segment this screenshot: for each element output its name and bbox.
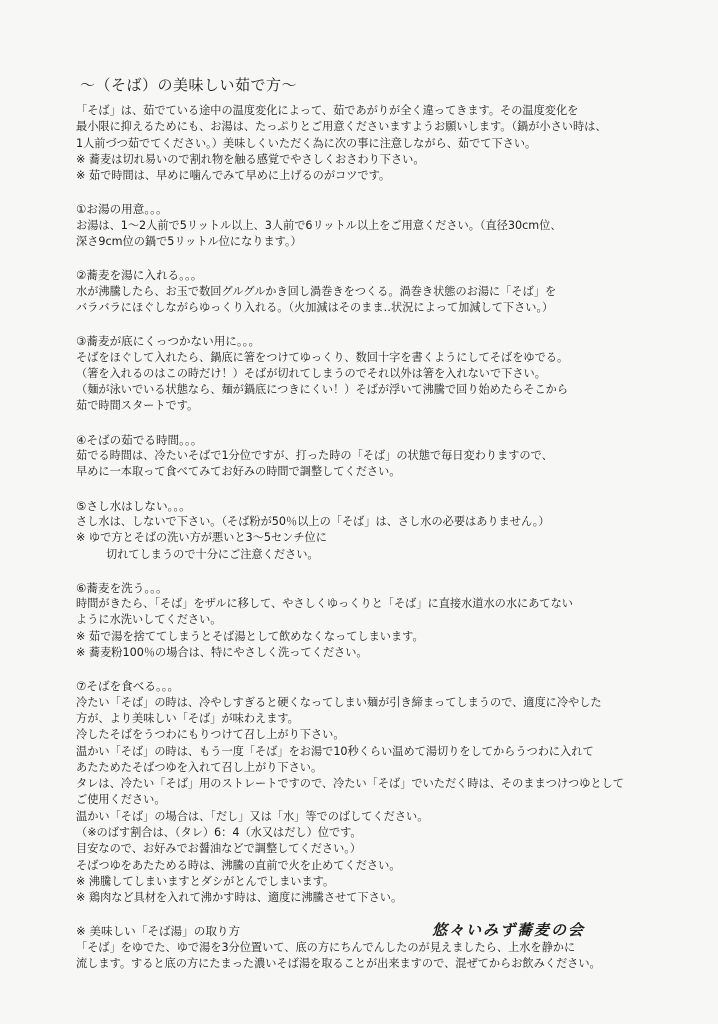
section-heading: ③蕎麦が底にくっつかない用に。。。 xyxy=(76,334,261,349)
section-line: ※ ゆで方とそばの洗い方が悪いと3～5センチ位に xyxy=(76,531,327,545)
section-line: 時間がきたら、「そば」をザルに移して、やさしくゆっくりと「そば」に直接水道水の水にあてない xyxy=(76,597,573,611)
section-line: （※のばす割合は、（タレ）6：4（水又はだし）位です。 xyxy=(76,825,362,839)
section-boil-time xyxy=(76,432,716,481)
section-line: そばつゆをあたためる時は、沸騰の直前で火を止めてください。 xyxy=(76,858,401,872)
intro-paragraph xyxy=(76,103,716,184)
section-line: バラバラにほぐしながらゆっくり入れる。（火加減はそのまま‥状況によって加減して下さい。） xyxy=(76,300,554,314)
section-heading: ②蕎麦を湯に入れる。。。 xyxy=(76,268,203,283)
section-line: （麺が泳いでいる状態なら、麺が鍋底につきにくい！）そばが浮いて沸騰で回り始めたらそこから xyxy=(76,383,569,397)
section-line: 方が、より美味しい「そば」が味わえます。 xyxy=(76,711,299,725)
section-line: お湯は、1～2人前で5リットル以上、3人前で6リットル以上をご用意ください。（直径30cm位、 xyxy=(76,218,562,232)
section-line: あたためたそばつゆを入れて召し上がり下さい。 xyxy=(76,760,323,774)
section-line: ※ 茹で湯を捨ててしまうとそば湯として飲めなくなってしまいます。 xyxy=(76,629,424,643)
section-line: タレは、冷たい「そば」用のストレートですので、冷たい「そば」でいただく時は、そのままつけつゆとして xyxy=(76,777,624,791)
section-add-soba xyxy=(76,267,716,316)
signature: 悠々いみず蕎麦の会 xyxy=(432,921,586,939)
section-heading: ⑦そばを食べる。。。 xyxy=(76,679,180,694)
section-line: 目安なので、お好みでお醤油などで調整してください。） xyxy=(76,842,362,856)
section-soba-yu xyxy=(76,923,716,972)
section-line: ように水洗いしてください。 xyxy=(76,613,222,627)
section-line: （箸を入れるのはこの時だけ！）そばが切れてしまうのでそれ以外は箸を入れないで下さい。 xyxy=(76,366,546,380)
section-line: ※ 蕎麦粉100％の場合は、特にやさしく洗ってください。 xyxy=(76,646,368,660)
intro-note: ※ 蕎麦は切れ易いので割れ物を触る感覚でやさしくおさわり下さい。 xyxy=(76,152,425,166)
intro-note: ※ 茹で時間は、早めに噛んでみて早めに上げるのがコツです。 xyxy=(76,169,391,183)
section-line: ※ 沸騰してしまいますとダシがとんでしまいます。 xyxy=(76,874,335,888)
section-line: ご使用ください。 xyxy=(76,793,166,807)
section-line: 冷たい「そば」の時は、冷やしすぎると硬くなってしまい麺が引き締まってしまうので、適度に冷やした xyxy=(76,695,602,709)
section-line: 「そば」をゆでた、ゆで湯を3分位置いて、底の方にちんでんしたのが見えましたら、上水を静かに xyxy=(76,940,576,954)
section-line: 温かい「そば」の場合は、「だし」又は「水」等でのばしてください。 xyxy=(76,809,429,823)
section-line: さし水は、しないで下さい。（そば粉が50％以上の「そば」は、さし水の必要はありません。） xyxy=(76,514,550,528)
section-line: 温かい「そば」の時は、もう一度「そば」をお湯で10秒くらい温めて湯切りをしてからうつわに入れて xyxy=(76,744,594,758)
section-line: 茹でる時間は、冷たいそばで1分位ですが、打った時の「そば」の状態で毎日変わりますので、 xyxy=(76,449,553,463)
section-hot-water xyxy=(76,201,716,250)
section-line: 水が沸騰したら、お玉で数回グルグルかき回し渦巻きをつくる。渦巻き状態のお湯に「そば」を xyxy=(76,284,557,298)
document-body xyxy=(76,103,716,972)
section-heading: ④そばの茹でる時間。。。 xyxy=(76,432,203,447)
section-heading: ⑥蕎麦を洗う。。。 xyxy=(76,580,168,595)
section-line: 切れてしまうので十分にご注意ください。 xyxy=(106,547,319,561)
page-title: ～（そば）の美味しい茹で方～ xyxy=(80,76,298,94)
section-line: そばをほぐして入れたら、鍋底に箸をつけてゆっくり、数回十字を書くようにしてそばをゆでる。 xyxy=(76,350,569,364)
section-line: 冷したそばをうつわにもりつけて召し上がり下さい。 xyxy=(76,728,345,742)
section-heading: ※ 美味しい「そば湯」の取り方 xyxy=(76,924,241,939)
section-wash-soba xyxy=(76,580,716,661)
intro-line: 最小限に抑えるためにも、お湯は、たっぷりとご用意くださいますようお願いします。（鍋が小さい時は、 xyxy=(76,120,607,134)
section-heading: ⑤さし水はしない。。。 xyxy=(76,498,191,513)
section-line: 茹で時間スタートです。 xyxy=(76,399,199,413)
section-line: 深さ9cm位の鍋で5リットル位になります。） xyxy=(76,235,302,249)
intro-line: 「そば」は、茹でている途中の温度変化によって、茹であがりが全く違ってきます。その温度変化を xyxy=(76,104,579,117)
intro-line: 1人前づつ茹でてください。）美味しくいただく為に次の事に注意しながら、茹でて下さい。 xyxy=(76,136,537,150)
section-eat-soba xyxy=(76,678,716,906)
section-prevent-sticking xyxy=(76,333,716,414)
section-heading: ①お湯の用意。。。 xyxy=(76,202,168,217)
section-line: 流します。すると底の方にたまった濃いそば湯を取ることが出来ますので、混ぜてからお飲みください。 xyxy=(76,957,601,971)
section-line: 早めに一本取って食べてみてお好みの時間で調整してください。 xyxy=(76,465,401,479)
section-no-cold-water xyxy=(76,498,716,563)
section-line: ※ 鶏肉など具材を入れて沸かす時は、適度に沸騰させて下さい。 xyxy=(76,891,403,905)
